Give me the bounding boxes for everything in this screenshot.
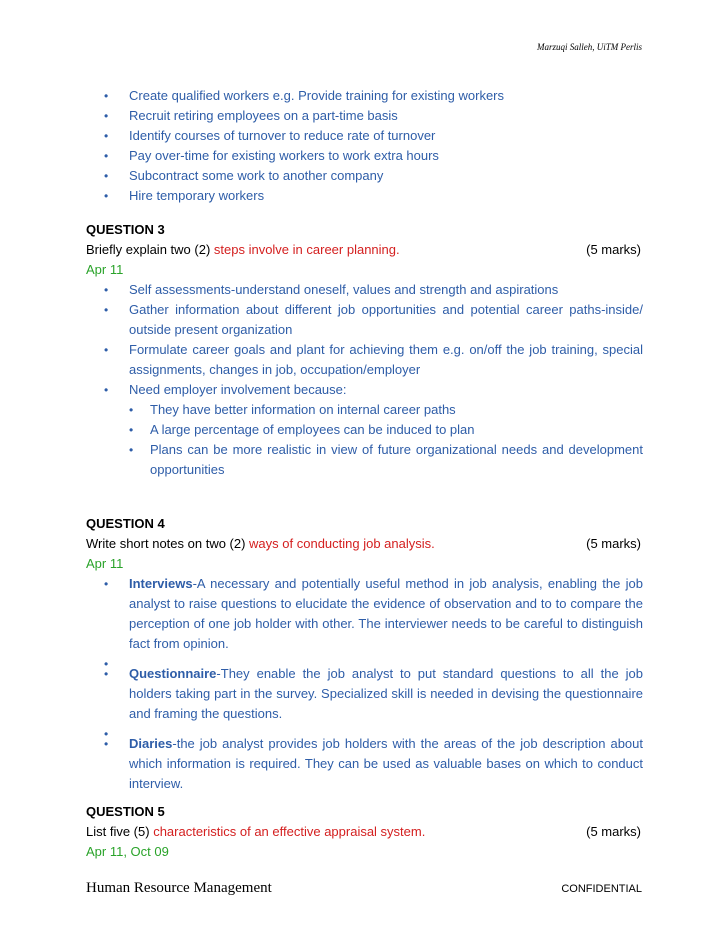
question-4 — [86, 514, 643, 794]
page-header-author: Marzuqi Salleh, UiTM Perlis — [537, 42, 642, 52]
prompt-text: Briefly explain two (2) — [86, 242, 214, 257]
question-marks: (5 marks) — [586, 824, 641, 839]
prompt-highlight: characteristics of an effective appraisal system. — [153, 824, 426, 839]
exam-date: Apr 11 — [86, 262, 124, 277]
question-title: QUESTION 4 — [86, 516, 165, 531]
question-prompt — [86, 240, 643, 260]
question-marks: (5 marks) — [586, 536, 641, 551]
list-item: • Gather information about different job opportunities and potential career paths-inside/ outside present organization — [86, 300, 643, 340]
list-item: • Formulate career goals and plant for achieving them e.g. on/off the job training, special assignments, changes in job, occupation/employer — [86, 340, 643, 380]
list-item-text: Need employer involvement because: — [129, 382, 347, 397]
list-item — [86, 664, 643, 724]
sub-list-item: • A large percentage of employees can be induced to plan — [129, 420, 643, 440]
prompt-text: Write short notes on two (2) — [86, 536, 250, 551]
intro-bullet-list — [86, 86, 643, 206]
list-item: • Pay over-time for existing workers to work extra hours — [86, 146, 643, 166]
item-term: Diaries — [129, 736, 173, 751]
page-footer — [86, 880, 642, 897]
answer-bullet-list — [86, 574, 643, 794]
list-item: • Identify courses of turnover to reduce rate of turnover — [86, 126, 643, 146]
item-term: Questionnaire — [129, 666, 217, 681]
footer-confidential-label: CONFIDENTIAL — [561, 883, 642, 895]
list-item: • Hire temporary workers — [86, 186, 643, 206]
question-marks: (5 marks) — [586, 242, 641, 257]
prompt-highlight: steps involve in career planning. — [213, 242, 400, 257]
sub-bullet-list — [129, 400, 643, 480]
question-title: QUESTION 5 — [86, 804, 165, 819]
list-item: • Recruit retiring employees on a part-time basis — [86, 106, 643, 126]
question-title: QUESTION 3 — [86, 222, 165, 237]
prompt-highlight: ways of conducting job analysis. — [249, 536, 435, 551]
question-prompt — [86, 822, 643, 842]
item-text: -They enable the job analyst to put standard questions to all the job holders taking part in the survey. Specialized skill is needed in devising the questionnaire and framing the questions. — [129, 666, 643, 721]
item-text: -A necessary and potentially useful method in job analysis, enabling the job analyst to raise questions to elucidate the evidence of observation and to to compare the perception of one job holder with other. The interviewer needs to be careful to distinguish fact from opinion. — [129, 576, 643, 651]
list-item — [86, 734, 643, 794]
sub-list-item: • They have better information on internal career paths — [129, 400, 643, 420]
item-term: Interviews — [129, 576, 193, 591]
answer-bullet-list — [86, 280, 643, 480]
exam-date: Apr 11, Oct 09 — [86, 844, 169, 859]
list-item: • Subcontract some work to another company — [86, 166, 643, 186]
question-5 — [86, 802, 643, 862]
question-3 — [86, 220, 643, 480]
question-prompt — [86, 534, 643, 554]
sub-list-item: • Plans can be more realistic in view of future organizational needs and development opportunities — [129, 440, 643, 480]
item-text: -the job analyst provides job holders with the areas of the job description about which information is required. They can be used as valuable bases on which to conduct interview. — [129, 736, 643, 791]
list-item: • Self assessments-understand oneself, values and strength and aspirations — [86, 280, 643, 300]
page-content — [86, 86, 643, 862]
footer-course-title: Human Resource Management — [86, 880, 272, 896]
prompt-text: List five (5) — [86, 824, 154, 839]
list-item: • Create qualified workers e.g. Provide training for existing workers — [86, 86, 643, 106]
list-item — [86, 574, 643, 654]
exam-date: Apr 11 — [86, 556, 124, 571]
list-item — [86, 380, 643, 480]
